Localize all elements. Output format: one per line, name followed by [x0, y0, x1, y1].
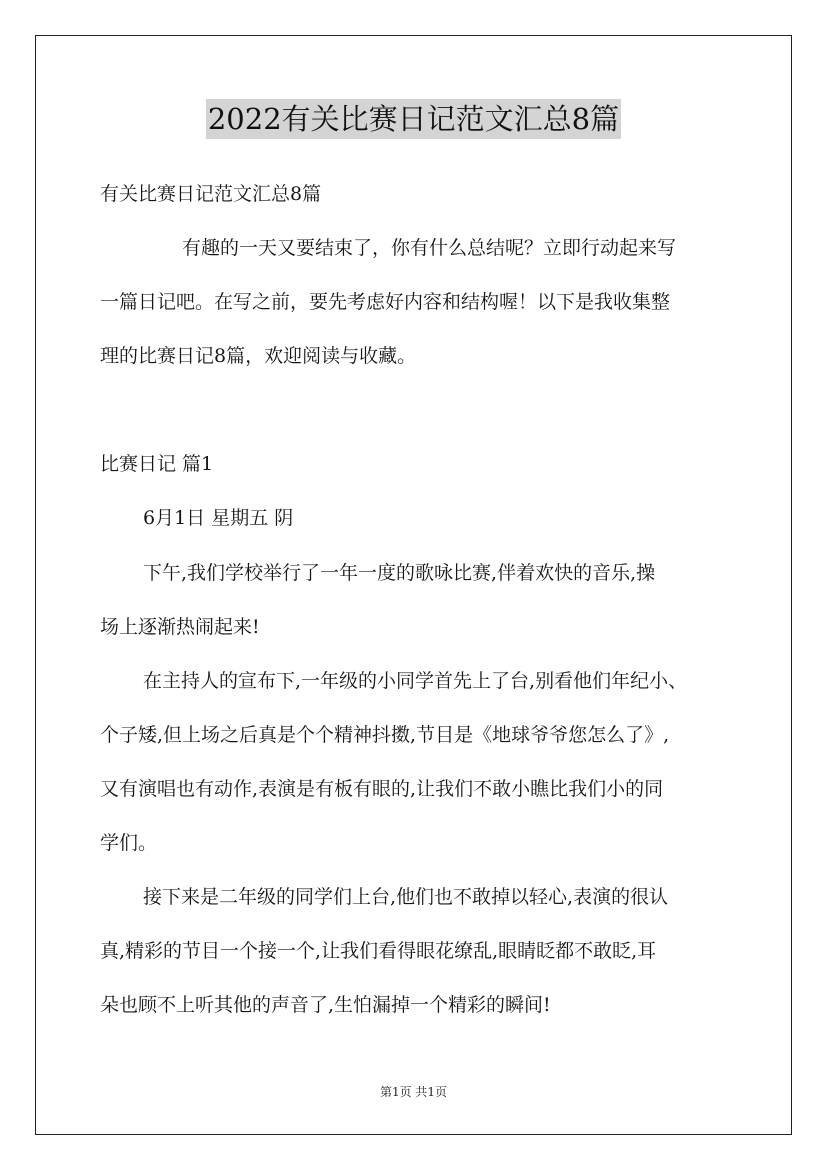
page-footer: 第1页 共1页: [379, 1085, 448, 1099]
body-line: 又有演唱也有动作,表演是有板有眼的,让我们不敢小瞧比我们小的同: [100, 778, 664, 800]
body-line: 下午,我们学校举行了一年一度的歌咏比赛,伴着欢快的音乐,操: [143, 562, 656, 584]
intro-line: 有趣的一天又要结束了，你有什么总结呢？立即行动起来写: [182, 237, 677, 259]
date-line: 6月1日 星期五 阴: [143, 507, 294, 529]
body-line: 接下来是二年级的同学们上台,他们也不敢掉以轻心,表演的很认: [143, 886, 669, 908]
title-container: [0, 99, 827, 139]
body-line: 在主持人的宣布下,一年级的小同学首先上了台,别看他们年纪小、: [143, 670, 688, 692]
body-line: 场上逐渐热闹起来!: [100, 616, 260, 638]
body-line: 真,精彩的节目一个接一个,让我们看得眼花缭乱,眼睛眨都不敢眨,耳: [100, 940, 657, 962]
body-line: 朵也顾不上听其他的声音了,生怕漏掉一个精彩的瞬间!: [100, 994, 551, 1016]
section-heading: 比赛日记 篇1: [100, 453, 214, 475]
body-line: 个子矮,但上场之后真是个个精神抖擞,节目是《地球爷爷您怎么了》,: [100, 724, 670, 746]
document-subtitle: 有关比赛日记范文汇总8篇: [100, 183, 322, 205]
document-title: 2022有关比赛日记范文汇总8篇: [206, 99, 621, 139]
body-line: 学们。: [100, 832, 158, 854]
intro-line: 一篇日记吧。在写之前，要先考虑好内容和结构喔！以下是我收集整: [100, 291, 671, 313]
intro-line: 理的比赛日记8篇，欢迎阅读与收藏。: [100, 345, 417, 367]
